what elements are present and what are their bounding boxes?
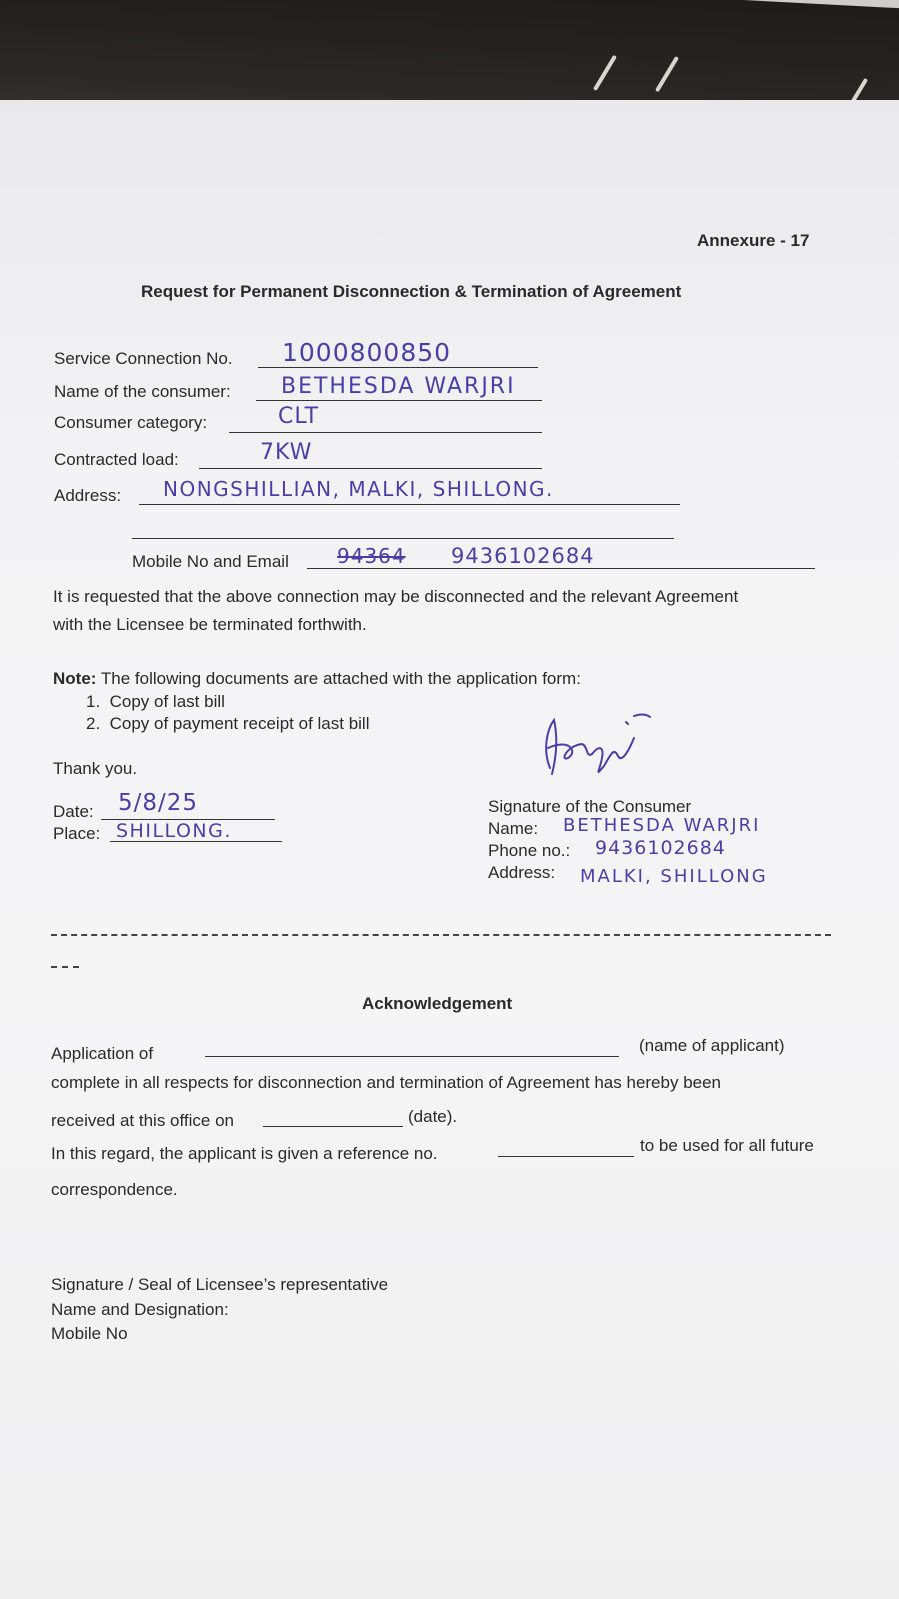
service-connection-label: Service Connection No. (54, 349, 233, 368)
consumer-sig-name-value[interactable]: BETHESDA WARJRI (563, 815, 761, 836)
note-item-1: 1. Copy of last bill (86, 692, 225, 711)
mobile-value[interactable]: 9436102684 (451, 544, 595, 568)
ack-line2: complete in all respects for disconnection and termination of Agreement has hereby been (51, 1073, 722, 1092)
place-value[interactable]: SHILLONG. (116, 820, 232, 842)
note-item-text: Copy of last bill (109, 692, 225, 711)
consumer-address-value[interactable]: MALKI, SHILLONG (580, 866, 768, 887)
request-text-line2: with the Licensee be terminated forthwith. (53, 615, 367, 634)
request-text-line1: It is requested that the above connection may be disconnected and the relevant Agreement (53, 587, 739, 606)
consumer-address-label: Address: (488, 863, 556, 882)
annexure-label: Annexure - 17 (697, 231, 810, 250)
licensee-signature-seal: Signature / Seal of Licensee’s representative (51, 1275, 389, 1294)
ack-date-hint: (date). (408, 1107, 458, 1126)
ack-reference-line[interactable] (498, 1156, 634, 1157)
date-label: Date: (53, 802, 94, 821)
mobile-strikethrough: 94364 (337, 544, 406, 568)
form-title: Request for Permanent Disconnection & Termination of Agreement (141, 282, 682, 301)
consumer-name-line (256, 400, 542, 401)
date-value[interactable]: 5/8/25 (118, 790, 199, 816)
licensee-name-designation: Name and Designation: (51, 1300, 229, 1319)
thank-you: Thank you. (53, 759, 138, 778)
address-value[interactable]: NONGSHILLIAN, MALKI, SHILLONG. (163, 477, 554, 501)
note-label: Note: (53, 669, 97, 688)
consumer-name-label: Name of the consumer: (54, 382, 231, 401)
ack-name-of-applicant: (name of applicant) (639, 1036, 785, 1055)
form-paper (0, 100, 899, 1599)
ack-applicant-name-line[interactable] (205, 1056, 619, 1057)
ack-in-regard: In this regard, the applicant is given a reference no. (51, 1144, 438, 1163)
separator-dashed-tail (51, 966, 79, 968)
service-connection-line (258, 367, 538, 368)
ack-date-line[interactable] (263, 1126, 403, 1127)
ack-application-of: Application of (51, 1044, 154, 1063)
consumer-name-value[interactable]: BETHESDA WARJRI (281, 374, 516, 399)
note-item-text: Copy of payment receipt of last bill (109, 714, 370, 733)
place-label: Place: (53, 824, 101, 843)
mobile-email-label: Mobile No and Email (132, 552, 289, 571)
consumer-category-line (229, 432, 542, 433)
contracted-load-value[interactable]: 7KW (260, 440, 313, 465)
note-text: The following documents are attached with the application form: (100, 669, 581, 688)
laptop-key-mark (593, 55, 617, 91)
consumer-phone-value[interactable]: 9436102684 (595, 837, 726, 859)
contracted-load-line (199, 468, 542, 469)
note-item-2: 2. Copy of payment receipt of last bill (86, 714, 370, 733)
consumer-category-label: Consumer category: (54, 413, 208, 432)
address-line-1 (139, 504, 680, 505)
ack-future-use: to be used for all future (640, 1136, 814, 1155)
service-connection-value[interactable]: 1000800850 (282, 338, 452, 367)
acknowledgement-title: Acknowledgement (362, 994, 513, 1013)
address-label: Address: (54, 486, 122, 505)
consumer-signature-scribble (530, 708, 670, 778)
contracted-load-label: Contracted load: (54, 450, 179, 469)
address-line-2 (132, 538, 674, 539)
ack-correspondence: correspondence. (51, 1180, 178, 1199)
laptop-key-mark (655, 56, 679, 92)
consumer-category-value[interactable]: CLT (278, 404, 320, 429)
consumer-phone-label: Phone no.: (488, 841, 571, 860)
licensee-mobile: Mobile No (51, 1324, 128, 1343)
note-block (53, 669, 581, 689)
ack-received-at: received at this office on (51, 1111, 235, 1130)
consumer-signature-label: Signature of the Consumer (488, 797, 692, 816)
mobile-email-line (307, 568, 815, 569)
consumer-sig-name-label: Name: (488, 819, 539, 838)
separator-dashed-line (51, 934, 831, 936)
